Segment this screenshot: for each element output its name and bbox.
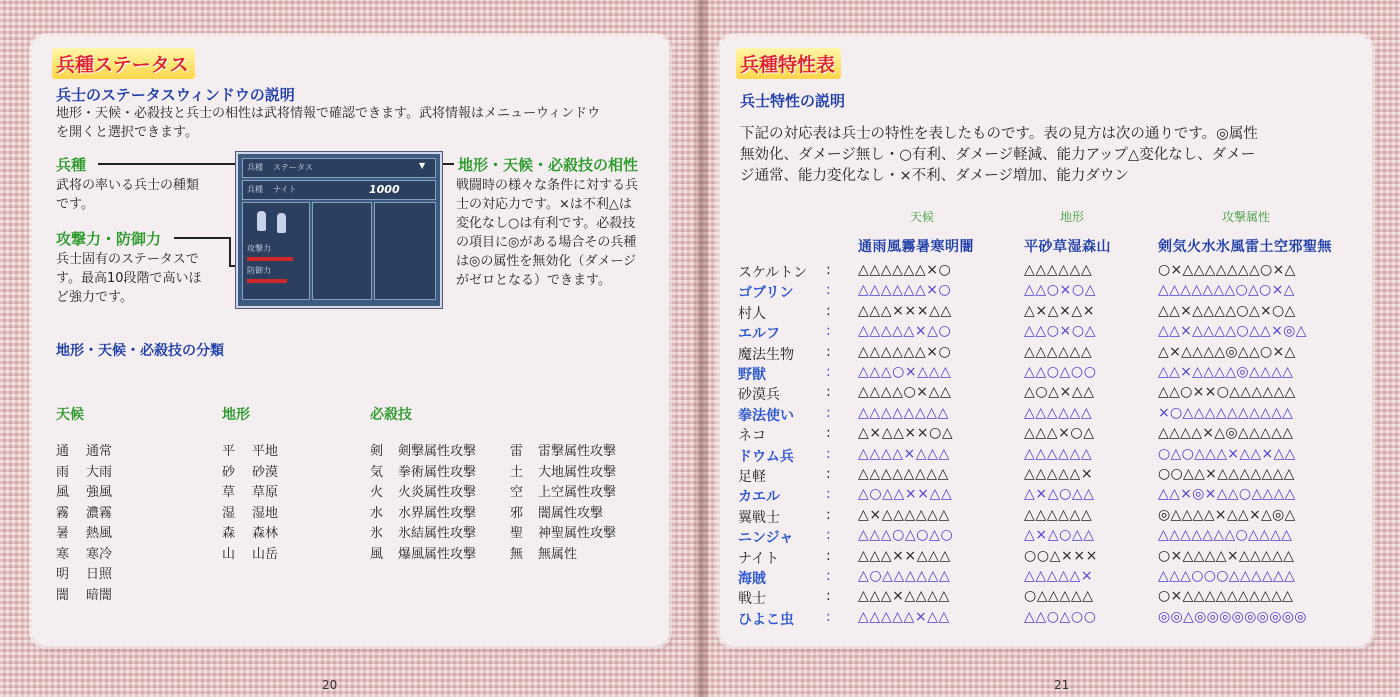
terrain-values: △×△×△× — [1024, 302, 1096, 319]
table-row — [720, 323, 1372, 343]
terrain-name: 草原 — [252, 485, 279, 500]
weather-abbr: 雨 — [56, 464, 70, 480]
weather-name: 暗闇 — [86, 587, 113, 603]
terrain-values: △△△△△△ — [1024, 445, 1093, 462]
row-separator: : — [826, 404, 831, 421]
weather-values: △△△△○×△△ — [858, 384, 952, 401]
unit-name: 魔法生物 — [738, 346, 794, 363]
row-separator: : — [826, 568, 831, 584]
skill-a-abbr-list — [370, 440, 383, 563]
row-separator: : — [826, 323, 831, 340]
intro-line: 無効化、ダメージ無し・○有利、ダメージ軽減、能力アップ△変化なし、ダメー — [740, 147, 1256, 163]
group-weather-header: 天候 — [910, 210, 935, 224]
skill-name: 無属性 — [538, 546, 578, 562]
weather-values: △△△△△△×○ — [858, 262, 952, 278]
attack-values: △△○××○△△△△△△ — [1158, 384, 1296, 401]
row-separator: : — [826, 588, 831, 605]
weather-values: △△△△△△△△ — [858, 466, 949, 482]
table-row — [720, 609, 1372, 629]
window-unit-portrait — [242, 202, 310, 300]
callout-line-atk — [174, 237, 230, 239]
page-number-left: 20 — [322, 678, 338, 692]
skill-title: 必殺技 — [370, 407, 412, 423]
unit-name: 拳法使い — [738, 407, 794, 424]
table-row — [720, 384, 1372, 404]
unit-name: ナイト — [738, 550, 780, 567]
classification-heading: 地形・天候・必殺技の分類 — [56, 343, 224, 359]
skill-abbr: 風 — [370, 546, 384, 562]
right-page-title: 兵種特性表 — [736, 48, 841, 79]
desc-line-1: 地形・天候・必殺技と兵士の相性は武将情報で確認できます。武将情報はメニューウィンドウ — [56, 106, 601, 121]
skill-abbr: 聖 — [510, 526, 524, 541]
callout-line-atk-v — [229, 237, 231, 266]
table-row — [720, 282, 1372, 302]
weather-values: △△△△△△△△ — [858, 404, 949, 421]
soldier-figure-icon — [277, 213, 286, 233]
weather-name: 通常 — [86, 444, 113, 459]
skill-abbr: 水 — [370, 505, 384, 521]
status-window-screenshot — [236, 152, 442, 308]
attack-values: ○△○△△△×△△×△△ — [1158, 445, 1296, 462]
group-terrain-header: 地形 — [1060, 210, 1085, 224]
table-row — [720, 364, 1372, 384]
desc-line-2: を開くと選択できます。 — [56, 125, 198, 140]
right-page-panel — [720, 36, 1372, 646]
callout-affinity-title: 地形・天候・必殺技の相性 — [458, 156, 639, 174]
skill-name: 氷結属性攻撃 — [398, 526, 477, 541]
callout-line-type — [98, 163, 248, 165]
terrain-columns-header: 平砂草湿森山 — [1024, 239, 1111, 255]
row-separator: : — [826, 445, 831, 462]
row-separator: : — [826, 547, 831, 564]
terrain-values: ○△△△△△ — [1024, 588, 1094, 605]
row-separator: : — [826, 302, 831, 319]
attack-values: ○×△△△△△△△○×△ — [1158, 262, 1296, 278]
table-row — [720, 507, 1372, 527]
skill-name: 爆風属性攻撃 — [398, 546, 477, 562]
weather-abbr: 闇 — [56, 587, 70, 603]
traits-heading: 兵士特性の説明 — [740, 92, 846, 110]
table-row — [720, 262, 1372, 282]
weather-values: △○△△××△△ — [858, 486, 953, 503]
status-window-heading: 兵士のステータスウィンドウの説明 — [56, 86, 295, 104]
weather-values: △△△×××△△ — [858, 302, 952, 319]
window-affinity-col-1 — [312, 202, 372, 300]
attack-values: △△△○○○△△△△△△ — [1158, 568, 1296, 584]
window-def-label: 防御力 — [247, 266, 271, 275]
skill-name: 剣撃属性攻撃 — [398, 444, 477, 459]
table-row — [720, 446, 1372, 466]
weather-title: 天候 — [56, 407, 84, 423]
weather-name-list — [86, 440, 112, 604]
callout-type-title: 兵種 — [56, 156, 87, 174]
unit-name: ニンジャ — [738, 530, 794, 547]
callout-affinity-line: 変化なし○は有利です。必殺技 — [456, 216, 636, 231]
terrain-abbr: 草 — [222, 485, 236, 500]
row-separator: : — [826, 364, 831, 380]
weather-values: △△△△△×△△ — [858, 608, 950, 625]
skill-abbr: 火 — [370, 485, 384, 500]
attack-values: ◎◎△◎◎◎◎◎◎◎◎◎ — [1158, 608, 1307, 625]
intro-line: 下記の対応表は兵士の特性を表したものです。表の見方は次の通りです。◎属性 — [740, 126, 1258, 142]
window-unit-bar — [242, 180, 436, 200]
skill-abbr: 空 — [510, 485, 524, 500]
attack-columns-header: 剣気火水氷風雷土空邪聖無 — [1158, 239, 1332, 255]
callout-atk-text — [56, 250, 202, 307]
unit-name: ひよこ虫 — [738, 611, 794, 628]
terrain-values: △△○×○△ — [1024, 323, 1097, 340]
weather-columns-header: 通雨風霧暑寒明闇 — [858, 239, 974, 255]
table-row — [720, 344, 1372, 364]
status-window-desc — [56, 104, 666, 142]
unit-name: 野獣 — [738, 367, 766, 383]
row-separator: : — [826, 486, 831, 503]
terrain-name: 湿地 — [252, 505, 279, 521]
book-gutter — [695, 0, 709, 697]
attack-values: △×△△△△◎△△○×△ — [1158, 343, 1296, 360]
unit-name: ゴブリン — [738, 285, 794, 302]
callout-atk-line: 兵士固有のステータスで — [56, 252, 199, 267]
weather-name: 寒冷 — [86, 546, 113, 562]
unit-name: 海賊 — [738, 571, 766, 587]
callout-affinity-line: の項目に◎がある場合その兵種 — [456, 235, 637, 250]
chevron-down-icon: ▼ — [419, 161, 426, 170]
attack-values: △△×△△△△○△△×◎△ — [1158, 323, 1307, 340]
skill-name: 上空属性攻撃 — [538, 485, 617, 500]
skill-b-abbr-list — [510, 440, 523, 563]
window-row1-text: ステータス — [273, 163, 313, 172]
skill-name: 大地属性攻撃 — [538, 464, 617, 480]
attack-values: △△△△×△◎△△△△△ — [1158, 425, 1294, 442]
weather-values: △△△×△△△△ — [858, 588, 950, 605]
skill-name: 雷撃属性攻撃 — [538, 444, 617, 459]
row-separator: : — [826, 425, 831, 442]
terrain-title: 地形 — [222, 407, 250, 423]
attack-values: ○×△△△△×△△△△△ — [1158, 547, 1295, 564]
def-gauge — [247, 279, 287, 283]
unit-name: 砂漠兵 — [738, 387, 780, 404]
attack-values: △△△△△△△○△○×△ — [1158, 282, 1295, 299]
callout-affinity-line: がゼロとなる）できます。 — [456, 273, 611, 288]
weather-values: △△△△△×△○ — [858, 323, 952, 340]
terrain-values: △△△△△× — [1024, 466, 1094, 482]
terrain-values: ○○△××× — [1024, 547, 1098, 564]
weather-values: △△△○△○△○ — [858, 527, 954, 544]
skill-abbr: 氷 — [370, 526, 384, 541]
weather-values: △△△△△△×○ — [858, 343, 952, 360]
weather-values: △△△△×△△△ — [858, 445, 950, 462]
terrain-name: 森林 — [252, 526, 279, 541]
weather-values: △○△△△△△△ — [858, 568, 951, 584]
window-affinity-col-2 — [374, 202, 436, 300]
weather-values: △△△××△△△ — [858, 547, 951, 564]
window-row1-label: 兵種 — [247, 163, 263, 172]
terrain-values: △△○△○○ — [1024, 364, 1097, 380]
callout-atk-line: す。最高10段階で高いほ — [56, 271, 202, 286]
callout-atk-line: ど強力です。 — [56, 290, 133, 305]
terrain-name: 平地 — [252, 444, 279, 459]
skill-name: 神聖属性攻撃 — [538, 526, 617, 541]
attack-values: ×○△△△△△△△△△△ — [1158, 404, 1294, 421]
table-row — [720, 548, 1372, 568]
callout-type-line: 武将の率いる兵士の種類 — [56, 178, 200, 193]
weather-name: 濃霧 — [86, 505, 113, 521]
table-row — [720, 568, 1372, 588]
terrain-values: △△△△△△ — [1024, 343, 1093, 360]
skill-abbr: 無 — [510, 546, 524, 562]
unit-name: 村人 — [738, 305, 766, 322]
row-separator: : — [826, 527, 831, 544]
terrain-abbr-list — [222, 440, 235, 563]
terrain-values: △△△△△△ — [1024, 262, 1093, 278]
unit-name: ドウム兵 — [738, 448, 794, 465]
terrain-values: △△△×○△ — [1024, 425, 1095, 442]
row-separator: : — [826, 506, 831, 523]
terrain-abbr: 山 — [222, 546, 236, 562]
window-row2-label: 兵種 — [247, 185, 263, 194]
page-number-right: 21 — [1054, 678, 1070, 692]
callout-type-text — [56, 176, 199, 214]
window-unit-value: 1000 — [369, 183, 400, 196]
table-row — [720, 425, 1372, 445]
table-row — [720, 405, 1372, 425]
table-row — [720, 588, 1372, 608]
attack-values: △△△△△△△○△△△△ — [1158, 527, 1293, 544]
traits-intro — [740, 124, 1366, 187]
unit-name: スケルトン — [738, 265, 808, 281]
terrain-values: △△△△△△ — [1024, 506, 1093, 523]
atk-gauge — [247, 257, 293, 261]
left-page-title: 兵種ステータス — [52, 48, 195, 79]
weather-name: 強風 — [86, 485, 113, 500]
left-page-panel — [32, 36, 669, 646]
table-row — [720, 466, 1372, 486]
row-separator: : — [826, 608, 831, 625]
window-title-bar — [242, 158, 436, 178]
attack-values: ○○△△×△△△△△△△ — [1158, 466, 1295, 482]
unit-name: 戦士 — [738, 591, 766, 608]
unit-name: エルフ — [738, 326, 780, 343]
table-row — [720, 486, 1372, 506]
skill-name: 闇属性攻撃 — [538, 505, 604, 521]
weather-abbr: 通 — [56, 444, 70, 459]
row-separator: : — [826, 282, 831, 299]
weather-name: 日照 — [86, 567, 113, 582]
skill-abbr: 雷 — [510, 444, 524, 459]
table-row — [720, 303, 1372, 323]
window-atk-label: 攻撃力 — [247, 244, 271, 253]
terrain-name-list — [252, 440, 278, 563]
attack-values: △△×△△△△◎△△△△ — [1158, 364, 1294, 380]
skill-abbr: 土 — [510, 464, 524, 480]
weather-abbr: 霧 — [56, 505, 70, 521]
skill-b-name-list — [538, 440, 616, 563]
unit-name: 翼戦士 — [738, 509, 780, 526]
callout-affinity-line: 戦闘時の様々な条件に対する兵 — [456, 178, 639, 193]
weather-values: △△△△△△×○ — [858, 282, 952, 299]
weather-values: △△△○×△△△ — [858, 364, 952, 380]
callout-type-line: です。 — [56, 197, 94, 212]
terrain-name: 砂漠 — [252, 464, 279, 480]
terrain-values: △×△○△△ — [1024, 527, 1095, 544]
skill-name: 火炎属性攻撃 — [398, 485, 477, 500]
weather-values: △×△△△△△△ — [858, 506, 950, 523]
skill-abbr: 剣 — [370, 444, 384, 459]
callout-atk-title: 攻撃力・防御力 — [56, 230, 162, 248]
attack-values: △△×◎×△△○△△△△ — [1158, 486, 1296, 503]
weather-abbr-list — [56, 440, 69, 604]
skill-name: 水界属性攻撃 — [398, 505, 477, 521]
attack-values: △△×△△△△○△×○△ — [1158, 302, 1296, 319]
terrain-values: △△○△○○ — [1024, 608, 1097, 625]
weather-abbr: 寒 — [56, 546, 70, 562]
terrain-values: △○△×△△ — [1024, 384, 1095, 401]
skill-abbr: 邪 — [510, 505, 524, 521]
terrain-name: 山岳 — [252, 546, 279, 562]
unit-name: カエル — [738, 489, 780, 506]
unit-name: ネコ — [738, 428, 766, 445]
terrain-values: △△○×○△ — [1024, 282, 1097, 299]
callout-affinity-line: 士の対応力です。×は不利△は — [456, 197, 632, 212]
group-attack-header: 攻撃属性 — [1222, 210, 1271, 224]
weather-abbr: 暑 — [56, 526, 70, 541]
terrain-abbr: 砂 — [222, 464, 236, 480]
weather-name: 熱風 — [86, 526, 113, 541]
row-separator: : — [826, 343, 831, 360]
weather-name: 大雨 — [86, 464, 113, 480]
row-separator: : — [826, 384, 831, 401]
weather-values: △×△△××○△ — [858, 425, 954, 442]
terrain-values: △△△△△△ — [1024, 404, 1093, 421]
intro-line: ジ通常、能力変化なし・×不利、ダメージ増加、能力ダウン — [740, 168, 1129, 184]
window-unit-name: ナイト — [273, 185, 297, 194]
skill-a-name-list — [398, 440, 476, 563]
callout-affinity-text — [456, 176, 666, 290]
skill-name: 拳術属性攻撃 — [398, 464, 477, 480]
unit-name: 足軽 — [738, 469, 766, 485]
terrain-values: △△△△△× — [1024, 568, 1094, 584]
weather-abbr: 明 — [56, 567, 70, 582]
attack-values: ◎△△△△×△△×△◎△ — [1158, 506, 1296, 523]
terrain-values: △×△○△△ — [1024, 486, 1095, 503]
callout-affinity-line: は◎の属性を無効化（ダメージ — [456, 254, 637, 269]
row-separator: : — [826, 466, 831, 482]
soldier-figure-icon — [257, 211, 266, 231]
terrain-abbr: 湿 — [222, 505, 236, 521]
table-row — [720, 527, 1372, 547]
terrain-abbr: 森 — [222, 526, 236, 541]
terrain-abbr: 平 — [222, 444, 236, 459]
skill-abbr: 気 — [370, 464, 384, 480]
row-separator: : — [826, 262, 831, 278]
weather-abbr: 風 — [56, 485, 70, 500]
attack-values: ○×△△△△△△△△△△ — [1158, 588, 1294, 605]
